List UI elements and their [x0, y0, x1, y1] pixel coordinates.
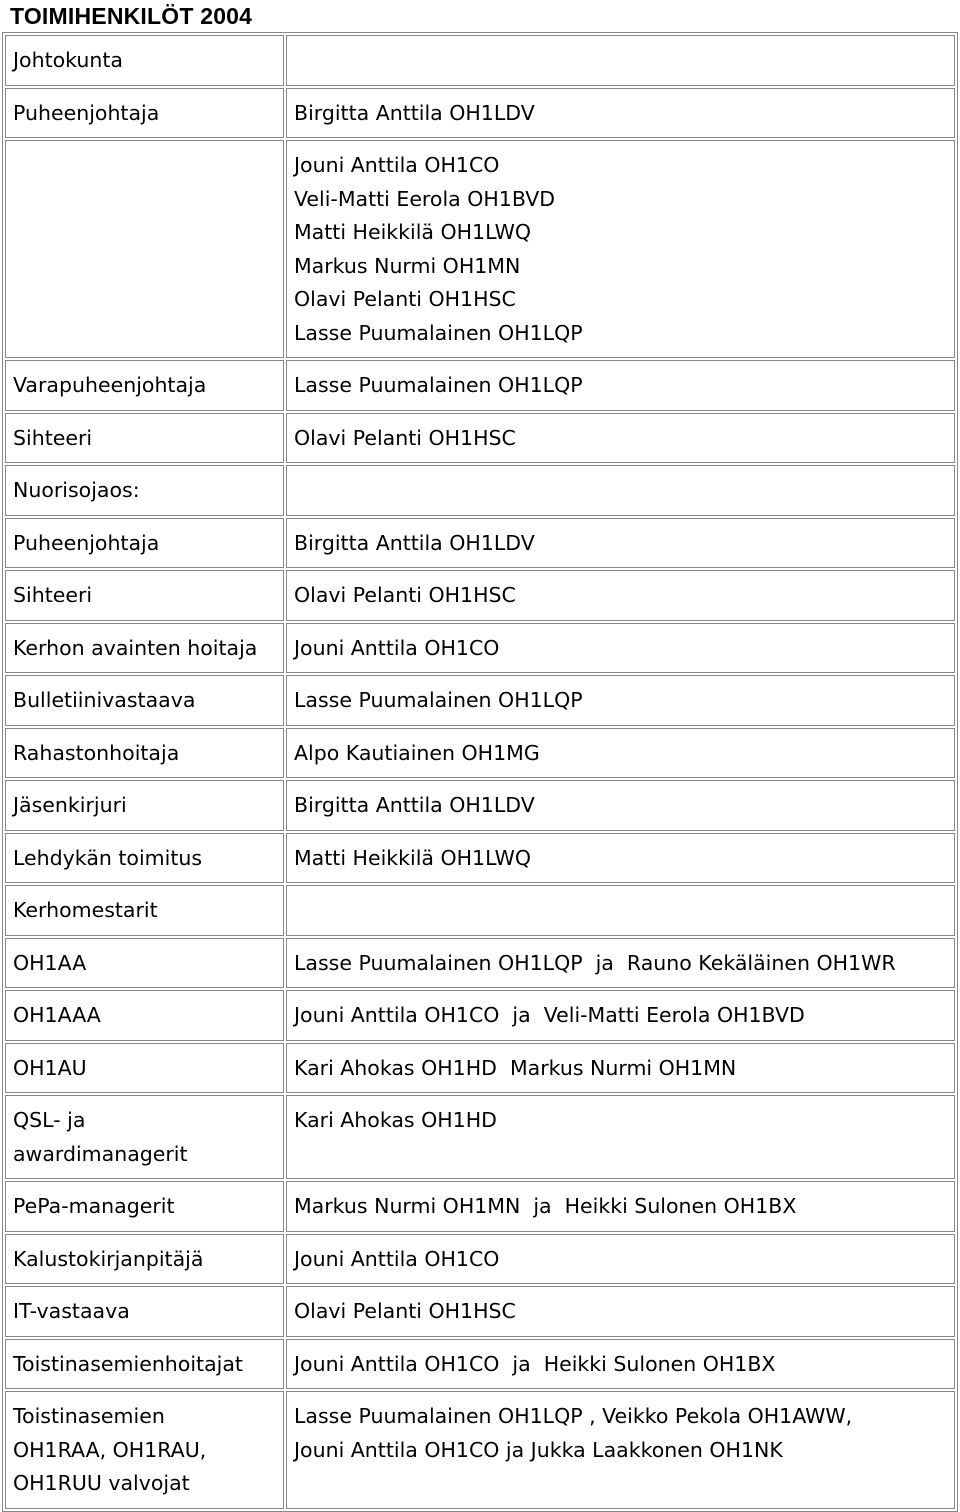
- person-name: Olavi Pelanti OH1HSC: [294, 425, 516, 450]
- person-name: Jouni Anttila OH1CO ja Jukka Laakkonen OH1NK: [294, 1437, 783, 1462]
- role-cell: [5, 518, 284, 569]
- role-label: Bulletiinivastaava: [13, 688, 196, 712]
- people-cell: [286, 938, 955, 989]
- person-name: Birgitta Anttila OH1LDV: [294, 793, 535, 817]
- role-label: QSL- ja: [13, 1108, 86, 1132]
- role-label: Lehdykän toimitus: [13, 845, 203, 870]
- role-cell: [5, 570, 284, 621]
- role-label: Kalustokirjanpitäjä: [13, 1246, 204, 1271]
- role-label: Nuorisojaos:: [13, 478, 140, 502]
- person-name: Lasse Puumalainen OH1LQP ja Rauno Kekäläinen OH1WR: [294, 950, 896, 975]
- role-cell: [5, 675, 284, 726]
- role-label: Varapuheenjohtaja: [13, 373, 207, 397]
- people-cell: [286, 1286, 955, 1337]
- table-row: [5, 1234, 955, 1285]
- role-cell: [5, 1181, 284, 1232]
- person-name: Matti Heikkilä OH1LWQ: [294, 220, 532, 244]
- role-cell: [5, 1339, 284, 1390]
- table-row: [5, 360, 955, 411]
- role-cell: [5, 780, 284, 831]
- role-label: OH1AAA: [13, 1003, 101, 1027]
- role-cell: [5, 1234, 284, 1285]
- officers-table: [2, 32, 958, 1512]
- officers-table-body: [5, 35, 955, 1509]
- role-label: Puheenjohtaja: [13, 100, 160, 125]
- person-name: Jouni Anttila OH1CO ja Heikki Sulonen OH1BX: [294, 1351, 776, 1376]
- role-cell: [5, 88, 284, 139]
- person-name: Alpo Kautiainen OH1MG: [294, 740, 540, 765]
- role-cell: [5, 1391, 284, 1509]
- person-name: Markus Nurmi OH1MN ja Heikki Sulonen OH1BX: [294, 1194, 797, 1218]
- person-name: Lasse Puumalainen OH1LQP: [294, 373, 583, 397]
- person-name: Markus Nurmi OH1MN: [294, 253, 521, 278]
- people-cell: [286, 1095, 955, 1179]
- page-title: TOIMIHENKILÖT 2004: [10, 3, 253, 29]
- role-cell: [5, 990, 284, 1041]
- role-label: PePa-managerit: [13, 1194, 175, 1218]
- role-label: OH1RUU valvojat: [13, 1471, 190, 1495]
- role-label: OH1AA: [13, 950, 87, 975]
- people-cell: [286, 1391, 955, 1509]
- role-label: Jäsenkirjuri: [13, 793, 127, 817]
- people-cell: [286, 675, 955, 726]
- table-row: [5, 1286, 955, 1337]
- role-cell: [5, 1043, 284, 1094]
- person-name: Jouni Anttila OH1CO: [294, 153, 500, 177]
- person-name: Birgitta Anttila OH1LDV: [294, 530, 535, 555]
- role-cell: [5, 938, 284, 989]
- role-cell: [5, 413, 284, 464]
- role-label: Sihteeri: [13, 583, 93, 607]
- people-cell: [286, 885, 955, 936]
- people-cell: [286, 1181, 955, 1232]
- table-row: [5, 1043, 955, 1094]
- table-row: [5, 35, 955, 86]
- role-cell: [5, 465, 284, 516]
- person-name: Olavi Pelanti OH1HSC: [294, 1299, 516, 1323]
- person-name: Lasse Puumalainen OH1LQP: [294, 320, 583, 345]
- people-cell: [286, 728, 955, 779]
- table-row: [5, 140, 955, 358]
- person-name: Kari Ahokas OH1HD: [294, 1108, 497, 1132]
- role-cell: [5, 35, 284, 86]
- table-row: [5, 728, 955, 779]
- person-name: Olavi Pelanti OH1HSC: [294, 287, 516, 311]
- person-name: Kari Ahokas OH1HD Markus Nurmi OH1MN: [294, 1055, 737, 1080]
- people-cell: [286, 570, 955, 621]
- people-cell: [286, 1234, 955, 1285]
- table-row: [5, 518, 955, 569]
- people-cell: [286, 140, 955, 358]
- table-row: [5, 570, 955, 621]
- role-cell: [5, 360, 284, 411]
- person-name: Lasse Puumalainen OH1LQP: [294, 688, 583, 712]
- people-cell: [286, 88, 955, 139]
- people-cell: [286, 360, 955, 411]
- role-label: awardimanagerit: [13, 1141, 188, 1166]
- role-label: OH1RAA, OH1RAU,: [13, 1437, 207, 1462]
- table-row: [5, 1391, 955, 1509]
- table-row: [5, 465, 955, 516]
- person-name: Jouni Anttila OH1CO: [294, 635, 500, 660]
- people-cell: [286, 1043, 955, 1094]
- role-label: Sihteeri: [13, 425, 93, 450]
- people-cell: [286, 413, 955, 464]
- role-label: Toistinasemienhoitajat: [13, 1351, 243, 1376]
- role-cell: [5, 623, 284, 674]
- person-name: Jouni Anttila OH1CO ja Veli-Matti Eerola OH1BVD: [294, 1003, 805, 1027]
- role-cell: [5, 833, 284, 884]
- person-name: Birgitta Anttila OH1LDV: [294, 100, 535, 125]
- person-name: Jouni Anttila OH1CO: [294, 1246, 500, 1271]
- role-label: IT-vastaava: [13, 1299, 130, 1323]
- person-name: Lasse Puumalainen OH1LQP , Veikko Pekola OH1AWW,: [294, 1404, 853, 1428]
- table-row: [5, 780, 955, 831]
- table-row: [5, 623, 955, 674]
- people-cell: [286, 780, 955, 831]
- people-cell: [286, 833, 955, 884]
- role-label: OH1AU: [13, 1055, 87, 1080]
- table-row: [5, 675, 955, 726]
- people-cell: [286, 990, 955, 1041]
- person-name: Veli-Matti Eerola OH1BVD: [294, 186, 556, 211]
- role-cell: [5, 140, 284, 358]
- role-cell: [5, 728, 284, 779]
- people-cell: [286, 465, 955, 516]
- person-name: Matti Heikkilä OH1LWQ: [294, 845, 532, 870]
- people-cell: [286, 35, 955, 86]
- people-cell: [286, 1339, 955, 1390]
- table-row: [5, 990, 955, 1041]
- table-row: [5, 413, 955, 464]
- table-row: [5, 88, 955, 139]
- role-label: Puheenjohtaja: [13, 530, 160, 555]
- people-cell: [286, 623, 955, 674]
- table-row: [5, 885, 955, 936]
- table-row: [5, 1095, 955, 1179]
- table-row: [5, 833, 955, 884]
- role-label: Johtokunta: [13, 48, 123, 72]
- table-row: [5, 1339, 955, 1390]
- role-label: Toistinasemien: [13, 1404, 165, 1428]
- people-cell: [286, 518, 955, 569]
- role-cell: [5, 885, 284, 936]
- role-cell: [5, 1286, 284, 1337]
- table-row: [5, 1181, 955, 1232]
- role-cell: [5, 1095, 284, 1179]
- role-label: Rahastonhoitaja: [13, 740, 180, 765]
- table-row: [5, 938, 955, 989]
- role-label: Kerhon avainten hoitaja: [13, 635, 258, 660]
- role-label: Kerhomestarit: [13, 898, 158, 922]
- person-name: Olavi Pelanti OH1HSC: [294, 583, 516, 607]
